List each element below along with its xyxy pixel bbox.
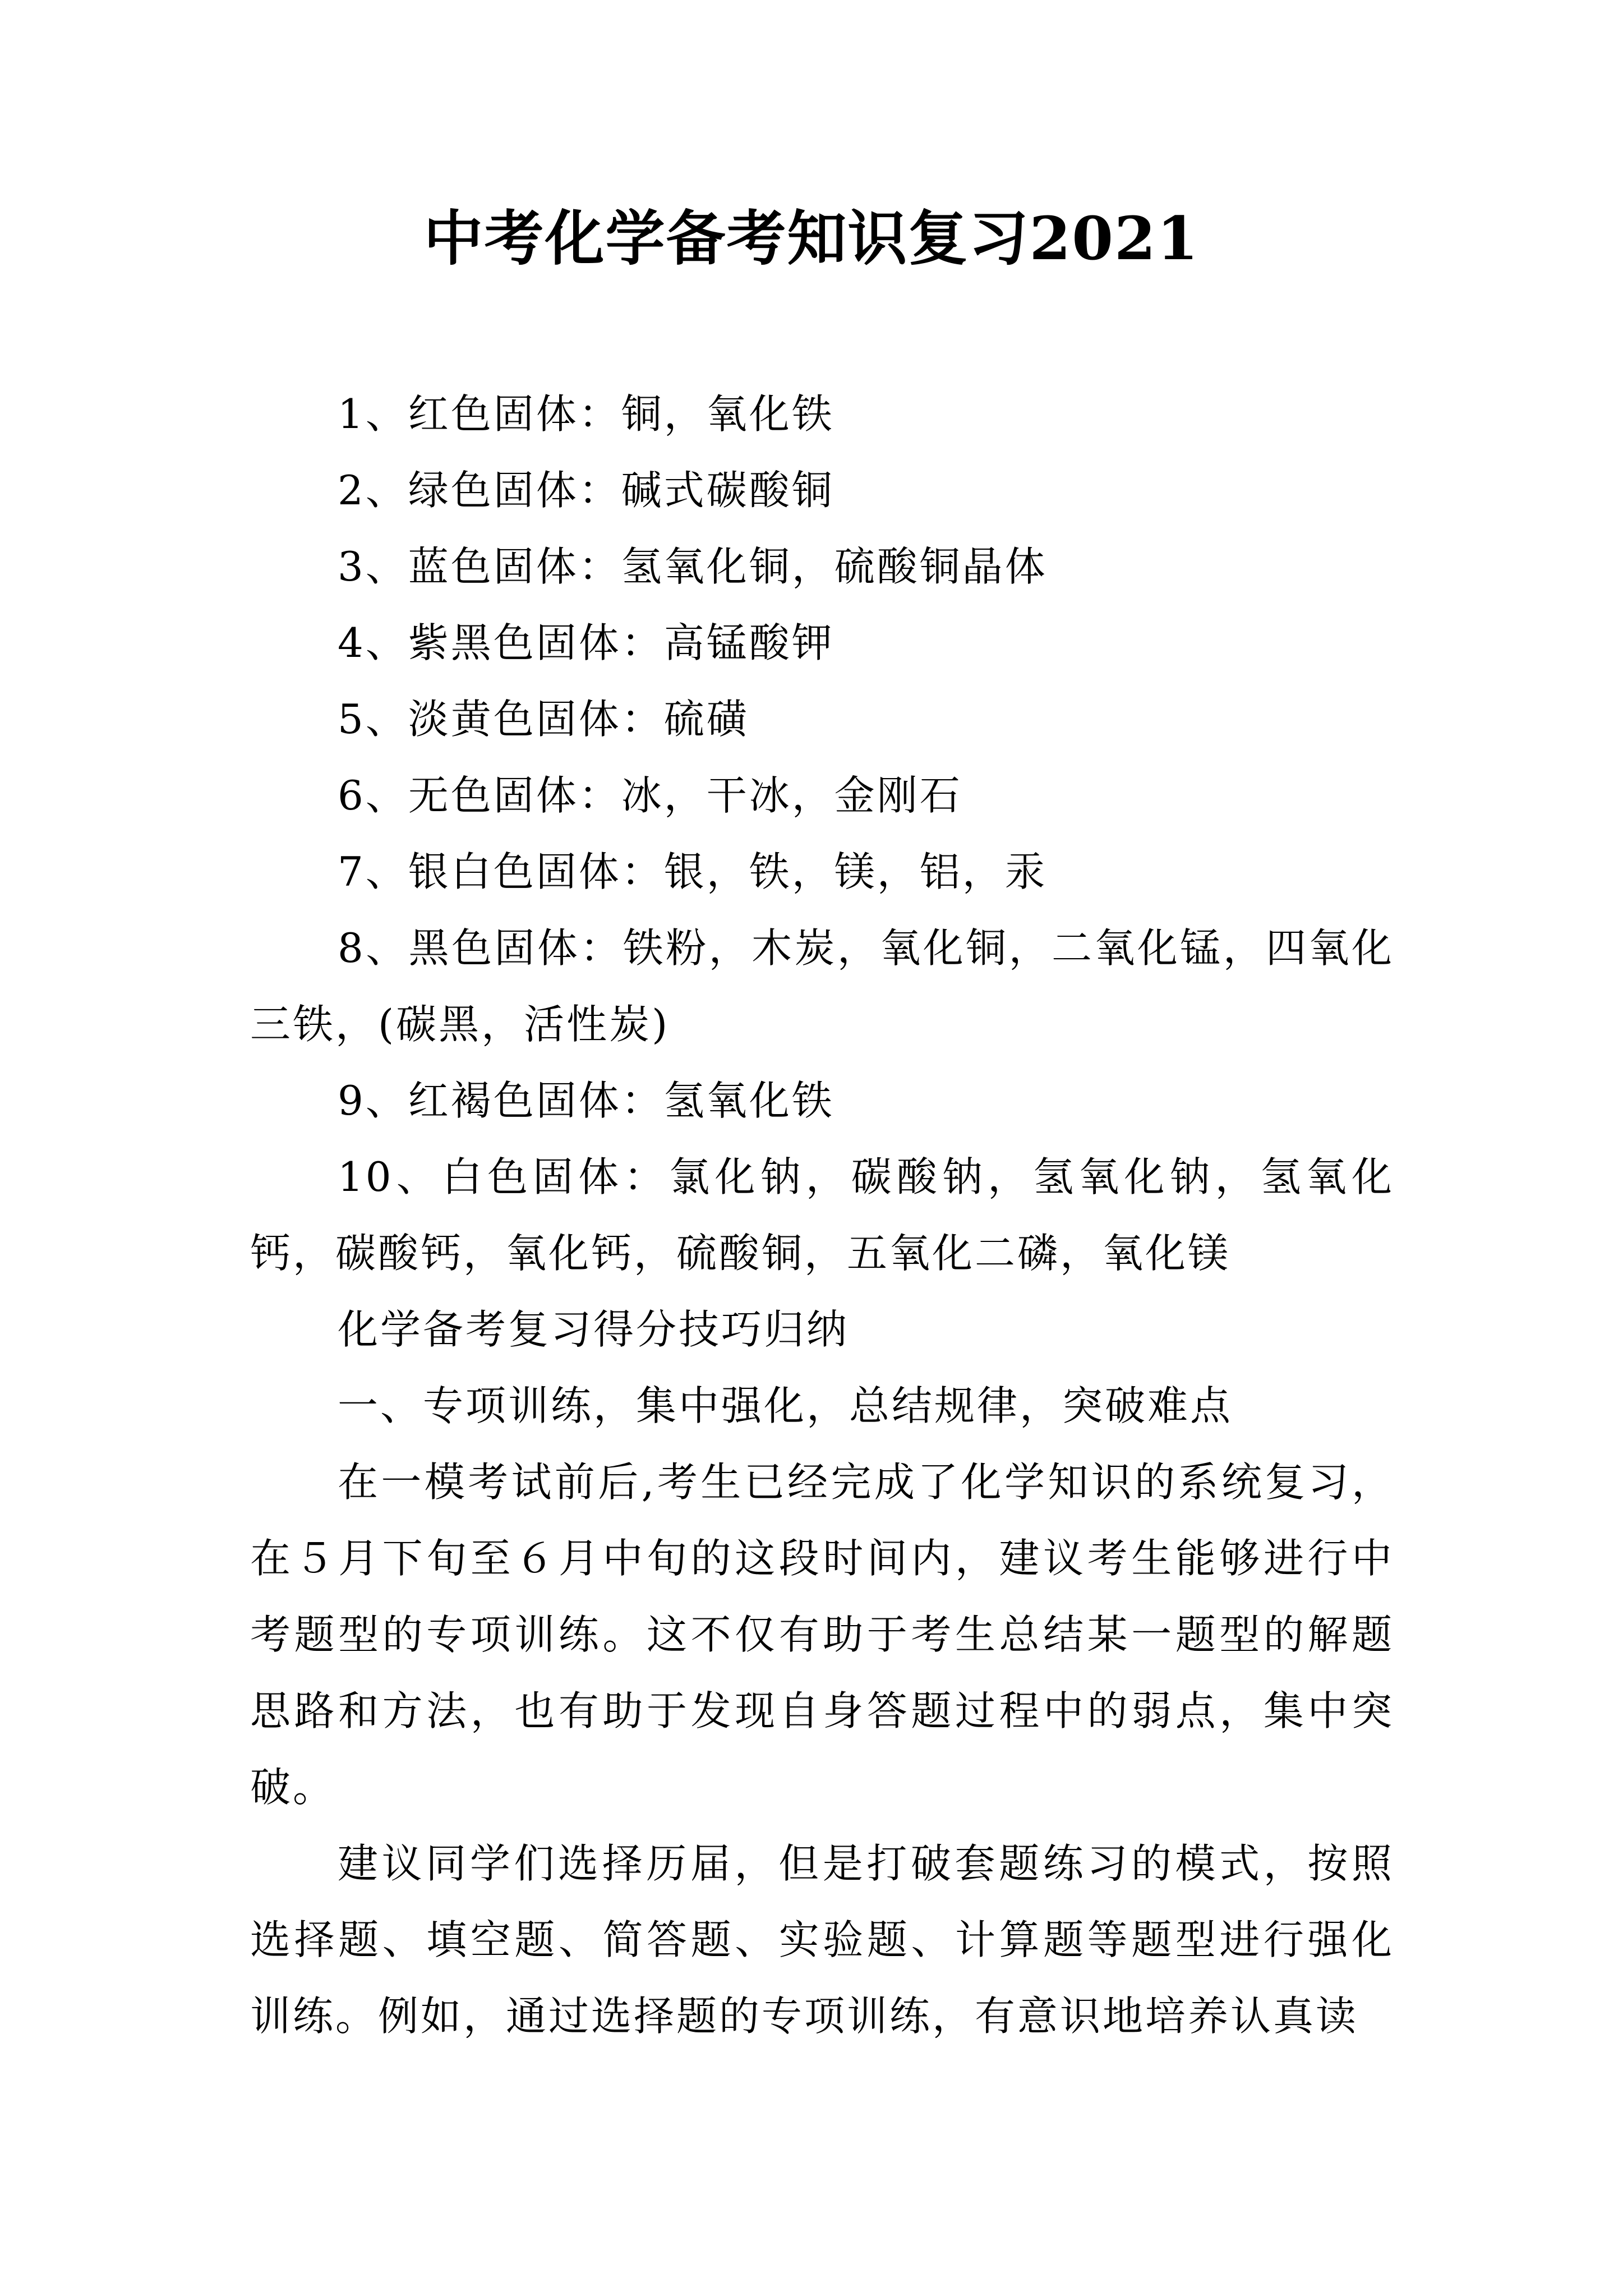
subsection-heading-one: 一、专项训练，集中强化，总结规律，突破难点	[338, 1382, 1233, 1429]
section-heading-tips: 化学备考复习得分技巧归纳	[338, 1306, 850, 1353]
document-title: 中考化学备考知识复习2021	[423, 203, 1200, 273]
document-body	[250, 376, 1394, 2054]
paragraph-red-brown-solids: 9、红褐色固体：氢氧化铁	[338, 1077, 834, 1124]
paragraph-colorless-solids: 6、无色固体：冰，干冰，金刚石	[338, 772, 962, 819]
paragraph-training-advice: 建议同学们选择历届，但是打破套题练习的模式，按照选择题、填空题、简答题、实验题、计算题等题型进行强化训练。例如，通过选择题的专项训练，有意识地培养认真读	[250, 1840, 1394, 2040]
paragraph-silver-white-solids: 7、银白色固体：银，铁，镁，铝，汞	[338, 848, 1048, 895]
paragraph-black-solids: 8、黑色固体：铁粉，木炭，氧化铜，二氧化锰，四氧化三铁，(碳黑，活性炭)	[250, 924, 1394, 1048]
paragraph-green-solids: 2、绿色固体：碱式碳酸铜	[338, 467, 834, 514]
paragraph-red-solids: 1、红色固体：铜，氧化铁	[338, 390, 834, 438]
paragraph-blue-solids: 3、蓝色固体：氢氧化铜，硫酸铜晶体	[338, 543, 1048, 590]
paragraph-pale-yellow-solids: 5、淡黄色固体：硫磺	[338, 696, 749, 743]
paragraph-white-solids: 10、白色固体：氯化钠，碳酸钠，氢氧化钠，氢氧化钙，碳酸钙，氧化钙，硫酸铜，五氧化二磷，氧化镁	[250, 1153, 1394, 1277]
paragraph-training-intro: 在一模考试前后,考生已经完成了化学知识的系统复习，在５月下旬至６月中旬的这段时间内，建议考生能够进行中考题型的专项训练。这不仅有助于考生总结某一题型的解题思路和方法，也有助于发现自身答题过程中的弱点，集中突破。	[250, 1458, 1394, 1811]
paragraph-purple-black-solids: 4、紫黑色固体：高锰酸钾	[338, 619, 834, 666]
